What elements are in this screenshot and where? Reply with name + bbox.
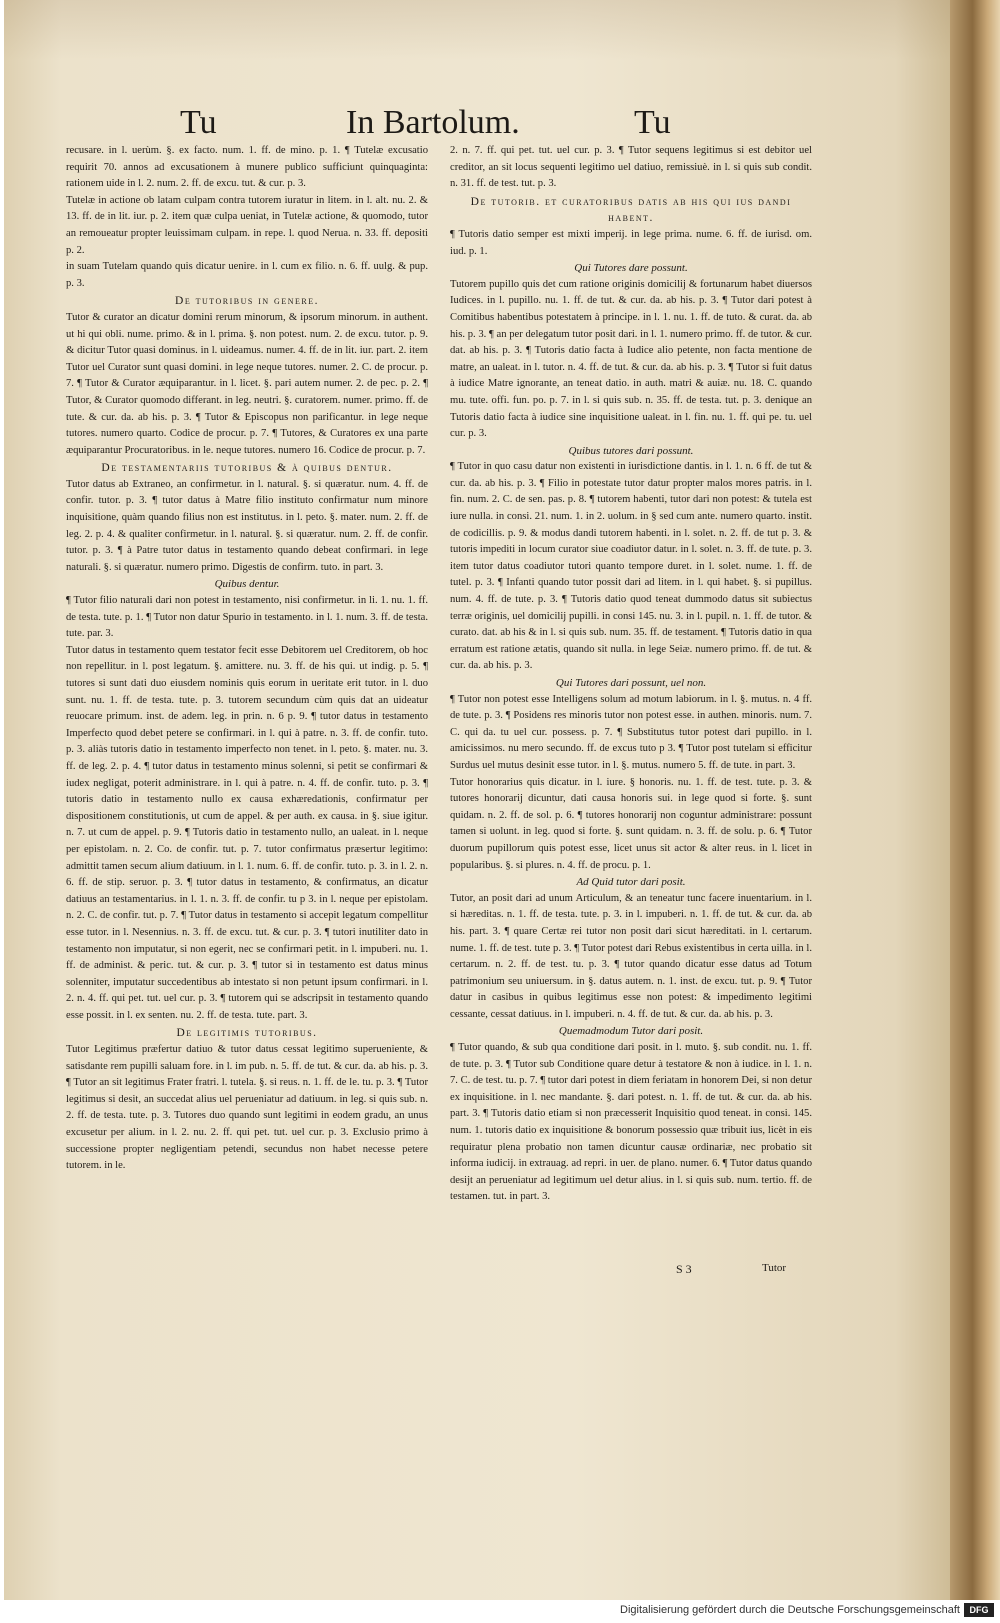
paragraph: Tutor Legitimus præfertur datiuo & tutor datus cessat legitimo superueniente, & satisdante rem pupilli saluam fore. in l. im pub. n. 5. ff. de tut. & cur. da. ab his. p. 3. ¶ Tutor an sit legitimus Frater fratri. l. tutela. §. si reus. n. 1. ff. de le. tu. p. 3. ¶ Tutor legitimus si desit, an succedat alius uel perueniatur ad datiuum. in leg. si quis sub. n. 2. ff. de testa. tute. p. 3. Tutores duo quando sunt legitimi in eodem gradu, an unus excusetur per alium. in l. 2. nu. 2. ff. qui pet. tut. uel cur. p. 3. Exclusio primo à successione propter negligentiam petendi, secundus non habet necesse petere tutorem. in le. [66, 1044, 428, 1172]
paragraph: in suam Tutelam quando quis dicatur uenire. in l. cum ex filio. n. 6. ff. uulg. & pup. p. 3. [66, 261, 428, 289]
subsection-heading: Qui Tutores dari possunt, uel non. [555, 677, 707, 689]
section-heading: De tutorib. et curatoribus datis ab his qui ius dandi habent. [470, 195, 792, 225]
signature-mark: S 3 [676, 1262, 692, 1276]
header-left: Tu [180, 104, 217, 141]
paragraph: Tutor datus ab Extraneo, an confirmetur. in l. natural. §. si quæratur. num. 4. ff. de confir. tutor. p. 3. ¶ tutor datus à Matre filio instituto confirmatur num minore inquisitione, quàm quando filius non est institutus. in l. peto. §. mater. num. 2. ff. de leg. 2. p. 4. & qualiter confirmetur. in l. natural. §. si quæratur. num. 2. ff. de confir. tutor. p. 3. ¶ à Patre tutor datus in testamento quando debeat confirmari. in lege naturali. §. si quæratur. numero primo. Digestis de confirm. tuto. in part. 3. [66, 478, 428, 573]
section-heading: De tutoribus in genere. [175, 295, 319, 308]
paragraph: recusare. in l. uerùm. §. ex facto. num. 1. ff. de mino. p. 1. ¶ Tutelæ excusatio requirit 70. annos ad excusationem à munere publico sufficiunt quinquaginta: rationem uide in l. 2. num. 2. ff. de excu. tut. & cur. p. 3. [66, 145, 428, 190]
paragraph: ¶ Tutoris datio semper est mixti imperij. in lege prima. nume. 6. ff. de iurisd. om. iud. p. 1. [450, 228, 812, 257]
page-stain [4, 0, 952, 60]
right-column [450, 143, 812, 1293]
paragraph: Tutor & curator an dicatur domini rerum minorum, & ipsorum minorum. in authent. ut hi qui obli. nume. primo. & in l. prima. §. non potest. num. 2. de excu. tutor. p. 9. & dicitur Tutor quasi dominus. in l. uideamus. numer. 4. ff. de in lit. iur. part. 2. item Tutor uel Curator sunt quasi domini. in lege neque tutores. numer. 2. C. de procur. p. 7. ¶ Tutor & Curator æquiparantur. in l. licet. §. pari autem numer. 2. de pec. p. 2. ¶ Tutor, & Curator quomodo differant. in leg. neutri. §. curatorem. numer. primo. ff. de tute. & cur. da. ab his. p. 3. ¶ Tutor & Episcopus non parificantur. in lege neque tutores. numero quarto. Codice de procur. p. 7. ¶ Tutores, & Curatores ex una parte æquiparantur Procuratoribus. in le. neque tutores. numero 16. Codice de procur. p. 7. [66, 311, 428, 456]
header-title: In Bartolum. [346, 104, 520, 141]
section-heading: De testamentariis tutoribus & à quibus dentur. [101, 462, 393, 475]
footer-credit: Digitalisierung gefördert durch die Deutsche Forschungsgemeinschaft [620, 1604, 960, 1616]
book-edge [950, 0, 1000, 1600]
dfg-logo: DFG [964, 1603, 994, 1617]
paragraph: ¶ Tutor in quo casu datur non existenti in iurisdictione dantis. in l. 1. n. 6 ff. de tut & cur. da. ab his. p. 3. ¶ Filio in potestate tutor datur propter malos mores patris. in l. fin. num. 2. C. de sen. pas. p. 8. ¶ tutorem habenti, tutor dari non potest: & tutela est iure nulla. in consi. 21. num. 1. in 2. uolum. in § sed cum ante. numero quarto. instit. de codicillis. p. 9. & modus dandi tutorem habenti. in l. solet. n. 2. ff. de tut p. 3. & tutoris impediti in locum curator siue coadiutor datur. in l. solet. n. 3. ff. de tute. p. 3. item tutor datus coadiutor tutori quanto tempore duret. in l. solet. nume. 1. ff. de tutel. p. 3. ¶ Infanti quando tutor possit dari ad litem. in l. qui habet. §. si pupillus. num. 4. ff. de tute. p. 3. ¶ Tutoris datio quod teneat dummodo datus sit subiectus terræ originis, uel domicilij pupilli. in consi 145. nu. 3. in l. pupil. n. 1. ff. de tutor. & curato. dat. ab his & in l. si quis sub. num. 35. ff. de testament. ¶ Tutoris datio in qua erratum est ratione ætatis, quando sit nulla. in lege Seiæ. numero primo. ff. de tut. & cur. da. ab his. p. 3. [450, 461, 812, 672]
header-right: Tu [634, 104, 671, 141]
paragraph: Tutelæ in actione ob latam culpam contra tutorem iuratur in litem. in l. alt. nu. 2. & 13. ff. de in lit. iur. p. 2. item quæ culpa ueniat, in Tutelæ actione, & quomodo, tutor an remoueatur propter leuissimam culpam. in repe. l. quod Nerua. n. 33. ff. depositi p. 2. [66, 194, 428, 256]
subsection-heading: Ad Quid tutor dari posit. [576, 876, 686, 889]
paragraph: ¶ Tutor non potest esse Intelligens solum ad motum labiorum. in l. §. mutus. n. 4 ff. de tute. p. 3. ¶ Posidens res minoris tutor non potest esse. in authen. minoris. num. 7. C. qui da. tu uel cur. possess. p. 7. ¶ Substitutus tutor potest dari pupillo. in l. amicissimos. nu mero secundo. ff. de excus tuto p 3. ¶ Tutor post tutelam si efficitur Surdus uel mutus desinit esse tutor. in l. §. mutus. numero 5. ff. de tute. in part. 3. [450, 693, 812, 771]
paragraph: Tutor honorarius quis dicatur. in l. iure. § honoris. nu. 1. ff. de test. tute. p. 3. & tutores honorarij dicuntur, dati causa honoris sui. in lege quod si forte. §. sunt quidam. n. 2. ff. de sol. p. 6. ¶ tutores honorarij non coguntur administrare: possunt tamen si uolunt. in leg. quod si forte. §. sunt quidam. n. 3. ff. de solu. p. 6. ¶ Tutor duorum pupillorum quis potest esse, licet unus sit actor & alter reus. in l. licet in popularibus. §. si plures. n. 4. ff. de procu. p. 1. [450, 776, 812, 871]
paragraph: ¶ Tutor filio naturali dari non potest in testamento, nisi confirmetur. in li. 1. nu. 1. ff. de testa. tute. p. 1. ¶ Tutor non datur Spurio in testamento. in l. 1. num. 3. ff. de testa. tute. par. 3. [66, 595, 428, 640]
paragraph: Tutor datus in testamento quem testator fecit esse Debitorem uel Creditorem, ob hoc non repellitur. in l. post legatum. §. amittere. nu. 3. ff. de his qui. ut indig. p. 5. ¶ tutores si sunt dati duo eiusdem nominis quis eorum in ueritate erit tutor. in l. duo sunt. nu. 1. ff. de testa. tute. p. 3. tutorem secundum cùm quis dat an uideatur reuocare primum. inst. de adem. leg. in prin. n. 6 p. 9. ¶ tutor datus in testamento Imperfecto quod debet petere se confirmari. in l. qui à patre. n. 3. ff. de confir. tuto. p. 3. aliàs tutoris datio in testamento imperfecto non tenet. in l. peto. §. mater. nu. 3. ff. de leg. 2. p. 4. ¶ tutor datus in testamento minus solenni, si petit se confirmari & iudex negligat, poterit administrare. in l. qui à patre. n. 4. ff. de confir. tuto. p. 3. ¶ tutoris datio in testamento nullo ex causa exhæredationis, confirmatur per dispositionem constitutionis, ut cum de appel. & per auth. ex causa. in §. siue igitur. n. 7. ut cum de appel. p. 9. ¶ Tutoris datio in testamento nullo, an ualeat. in l. neque per epistolam. n. 2. Co. de confir. tut. p. 7. tutor confirmatus præsertur legitimo: admittit tamen secum alium datiuum. in l. 1. num. 6. ff. de confir. tuto. p. 3. in l. 2. n. 6. ff. de stip. seruor. p. 3. ¶ tutor datus in testamento, & confirmatus, an dicatur datiuus an testamentarius. in l. 1. n. 3. ff. de confir. tu p 3. in l. neque per epistolam. n. 2. C. de confir. tut. p. 7. ¶ Tutor datus in testamento si accepit legatum compellitur esse tutor. in l. Nesennius. n. 3. ff. de excu. tut. & cur. p. 3. ¶ tutori inutiliter dato in testamento non imputatur, si non egerit, nec se confirmari petit. in l. impuberi. nu. 1. ff. de administ. & peric. tut. & cur. p. 3. ¶ tutor si in testamento est datus minus solenniter, imputatur succedentibus ab intestato si non petunt ipsum confirmari. in l. 2. n. 4. ff. qui pet. tut. uel cur. p. 3. ¶ tutorem qui se adscripsit in testamento quando esse possit. in l. ex senten. nu. 2. ff. de testa. tute. part. 3. [66, 644, 428, 1021]
section-heading: De legitimis tutoribus. [176, 1027, 318, 1040]
subsection-heading: Quibus tutores dari possunt. [568, 444, 694, 457]
catchword: Tutor [762, 1262, 787, 1274]
book-page [4, 0, 952, 1600]
paragraph: 2. n. 7. ff. qui pet. tut. uel cur. p. 3. ¶ Tutor sequens legitimus si est debitor uel creditor, an sit locus sequenti legitimo uel datiuo, remissiuè. in l. si quis sub condit. n. 31. ff. de test. tut. p. 3. [450, 145, 812, 190]
paragraph: ¶ Tutor quando, & sub qua conditione dari posit. in l. muto. §. sub condit. nu. 1. ff. de tute. p. 3. ¶ Tutor sub Conditione quare detur à testatore & non à iudice. in l. 1. n. 7. C. de test. tu. p. 7. ¶ tutor dari potest in diem feriatam in honorem Dei, si non detur ex inquisitione. in l. nec mandante. §. dari potest. n. 1. ff. de tut. & cur. da. ab his. part. 3. ¶ Tutoris datio etiam si non præcesserit Inquisitio quod teneat. in consi. 145. num. 1. tutoris datio ex inquisitione & bonorum possessio quæ tribuit ius, licèt in eis requiratur plena probatio non tamen dicuntur causæ ordinariæ, nec probatio sit informa iudicij. in extrauag. ad repri. in uer. de plano. numer. 6. ¶ Tutor datus quando desijt an perueniatur ad legitimum uel detur alius. in l. si quis sub. num. tertio. ff. de testamen. tut. in part. 3. [450, 1042, 812, 1203]
paragraph: Tutorem pupillo quis det cum ratione originis domicilij & fortunarum habet diuersos Iudices. in l. pupillo. nu. 1. ff. de tut. & cur. da. ab his. p. 3. ¶ Tutor dari potest à Comitibus habentibus potestatem à principe. in l. 1. nu. 1. ff. de tuto. & curat. da. ab his. p. 3. ¶ an per delegatum tutor posit dari. in l. 1. numero primo. ff. de tutor. & cur. dat. ab his. p. 3. ¶ Tutoris datio facta à Iudice alio petente, non facta mentione de matre, an ualeat. in l. tutor. n. 4. ff. de tut. & cur. da. ab his. p. 3. ¶ Tutor si fuit datus à iudice Matre ignorante, an teneat datio. in auth. matri & auiæ. nu. 18. C. quando mu. tute. offi. fun. po. p. 7. in l. si quis sub. n. 35. ff. de testa. tut. p. 3. denique an Tutoris datio facta à iudice sine inquisitione ualeat. in l. fin. nu. 1. ff. qui pe. tu. uel cur. p. 3. [450, 278, 812, 440]
running-header [64, 104, 844, 148]
subsection-heading: Qui Tutores dare possunt. [574, 262, 688, 275]
left-column [66, 143, 428, 1293]
subsection-heading: Quibus dentur. [214, 578, 280, 591]
subsection-heading: Quemadmodum Tutor dari posit. [558, 1025, 704, 1038]
paragraph: Tutor, an posit dari ad unum Articulum, & an teneatur tunc facere inuentarium. in l. si hæreditas. n. 1. ff. de testa. tute. p. 3. in l. impuberi. n. 1. ff. de tut. & cur. da. ab his. part. 3. ¶ quare Certæ rei tutor non posit dari sicut hæreditati. in l. certarum. nume. 1. ff. de test. tute p. 3. ¶ Tutor potest dari Rebus existentibus in certa uilla. in l. certarum. n. 2. ff. de test. tu. p. 3. ¶ tutor quando dicatur esse datus ad Totum patrimonium seu uniuersum. in §. datus autem. n. 1. inst. de excu. tut. p. 9. ¶ Tutor datur in casibus in quibus legitimus esse non potest: & impedimento legitimi cessante, cessat datiuus. in l. impuberi. n. 4. ff. de tut. & cur. da. ab his. p. 3. [450, 892, 812, 1020]
